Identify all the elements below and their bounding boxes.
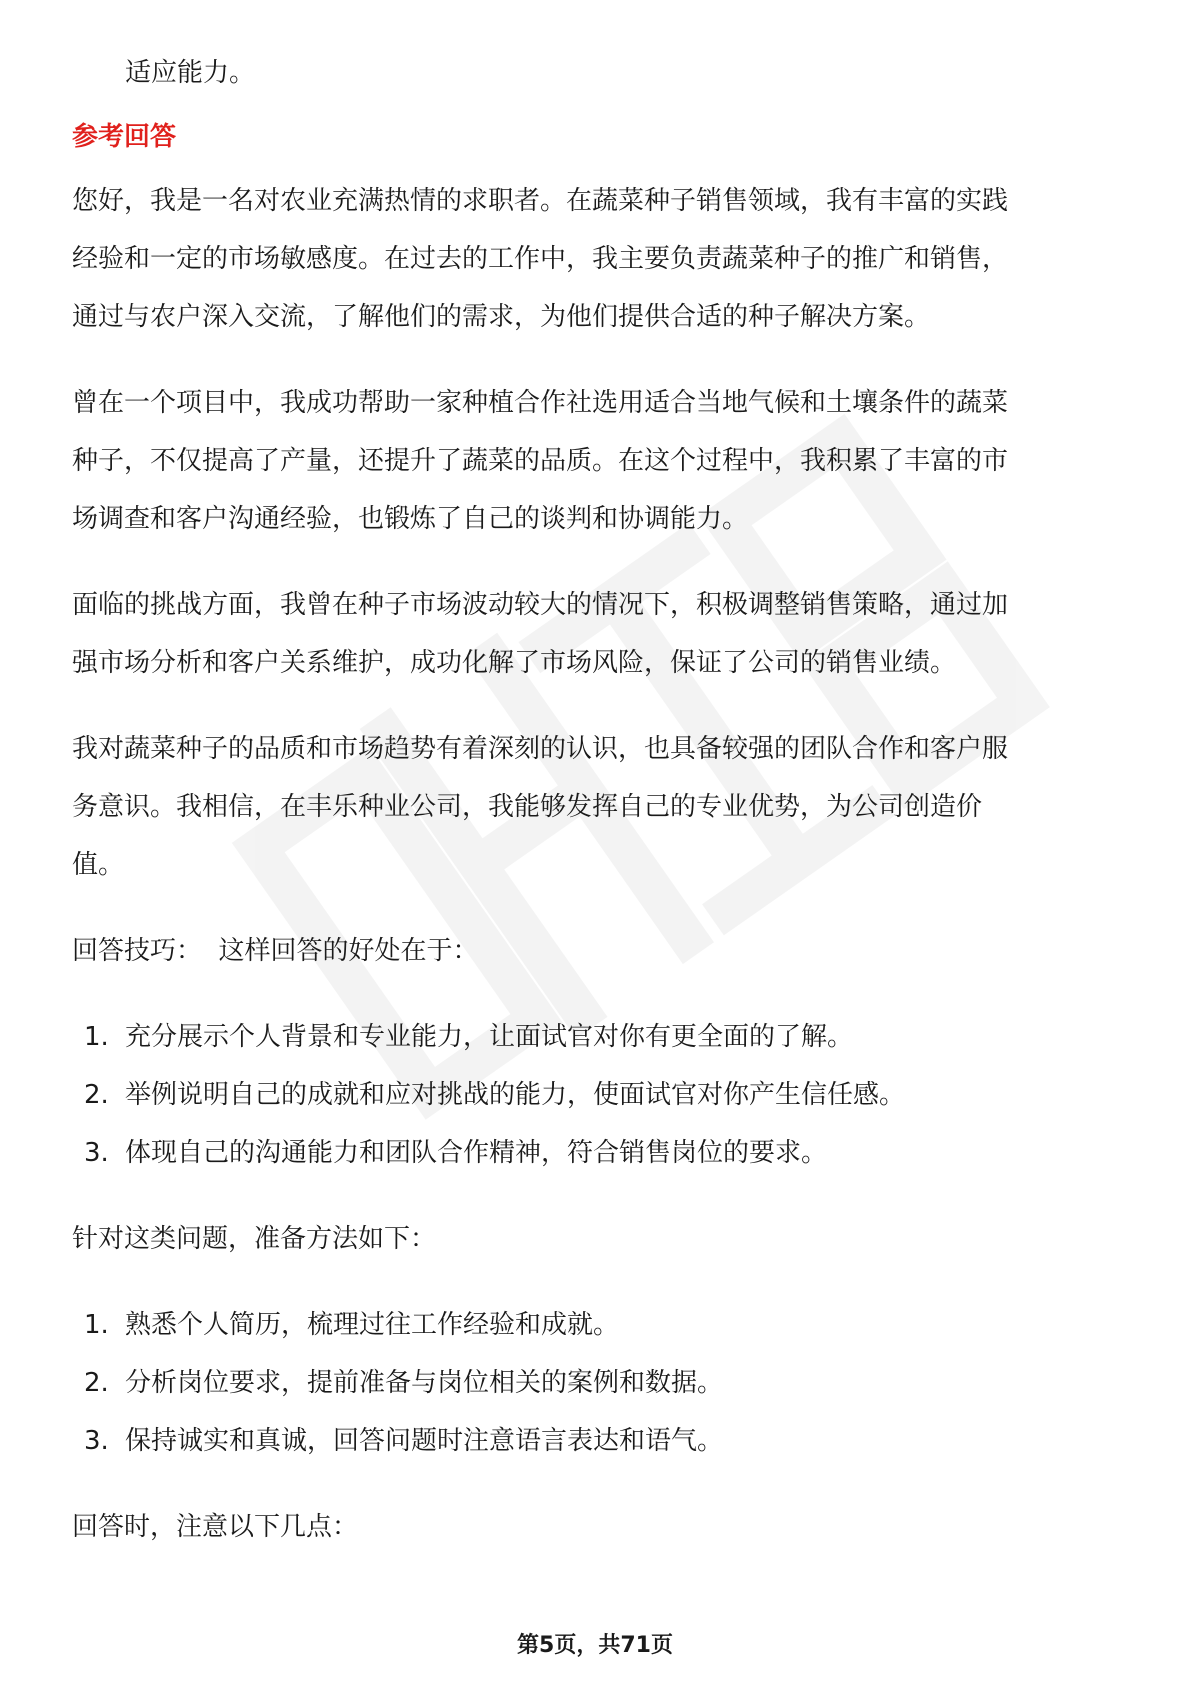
list-number: 3. [84, 1426, 109, 1456]
list-item [72, 1354, 1122, 1412]
list-text: 举例说明自己的成就和应对挑战的能力，使面试官对你产生信任感。 [125, 1080, 906, 1110]
paragraph-line: 您好，我是一名对农业充满热情的求职者。在蔬菜种子销售领域，我有丰富的实践 [72, 186, 1009, 216]
prep-title: 针对这类问题，准备方法如下： [72, 1224, 437, 1254]
paragraph-line: 种子，不仅提高了产量，还提升了蔬菜的品质。在这个过程中，我积累了丰富的市 [72, 446, 1009, 476]
paragraph-3 [72, 576, 1122, 692]
list-item [72, 1008, 1122, 1066]
notes-title: 回答时，注意以下几点： [72, 1512, 359, 1542]
list-item [72, 1066, 1122, 1124]
paragraph-line: 场调查和客户沟通经验，也锻炼了自己的谈判和协调能力。 [72, 504, 749, 534]
section-heading: 参考回答 [72, 122, 177, 152]
paragraph-4 [72, 720, 1122, 894]
prep-list [72, 1296, 1122, 1470]
page-number: 第5页，共71页 [517, 1633, 673, 1658]
document-body [72, 44, 1122, 1556]
tips-list [72, 1008, 1122, 1182]
list-number: 3. [84, 1138, 109, 1168]
list-text: 熟悉个人简历，梳理过往工作经验和成就。 [125, 1310, 620, 1340]
list-item [72, 1124, 1122, 1182]
paragraph-line: 我对蔬菜种子的品质和市场趋势有着深刻的认识，也具备较强的团队合作和客户服 [72, 734, 1009, 764]
paragraph-line: 面临的挑战方面，我曾在种子市场波动较大的情况下，积极调整销售策略，通过加 [72, 590, 1009, 620]
list-item [72, 1296, 1122, 1354]
list-text: 保持诚实和真诚，回答问题时注意语言表达和语气。 [125, 1426, 724, 1456]
intro-tail: 适应能力。 [125, 58, 256, 88]
paragraph-1 [72, 172, 1122, 346]
paragraph-line: 务意识。我相信，在丰乐种业公司，我能够发挥自己的专业优势，为公司创造价 [72, 792, 983, 822]
list-text: 体现自己的沟通能力和团队合作精神，符合销售岗位的要求。 [125, 1138, 828, 1168]
list-number: 2. [84, 1080, 109, 1110]
list-item [72, 1412, 1122, 1470]
paragraph-line: 通过与农户深入交流，了解他们的需求，为他们提供合适的种子解决方案。 [72, 302, 931, 332]
list-number: 1. [84, 1022, 109, 1052]
tips-title: 回答技巧： 这样回答的好处在于： [72, 936, 479, 966]
list-number: 1. [84, 1310, 109, 1340]
paragraph-line: 曾在一个项目中，我成功帮助一家种植合作社选用适合当地气候和土壤条件的蔬菜 [72, 388, 1009, 418]
list-number: 2. [84, 1368, 109, 1398]
paragraph-line: 值。 [72, 850, 125, 880]
list-text: 分析岗位要求，提前准备与岗位相关的案例和数据。 [125, 1368, 724, 1398]
list-text: 充分展示个人背景和专业能力，让面试官对你有更全面的了解。 [125, 1022, 854, 1052]
paragraph-line: 强市场分析和客户关系维护，成功化解了市场风险，保证了公司的销售业绩。 [72, 648, 957, 678]
paragraph-2 [72, 374, 1122, 548]
paragraph-line: 经验和一定的市场敏感度。在过去的工作中，我主要负责蔬菜种子的推广和销售， [72, 244, 1009, 274]
